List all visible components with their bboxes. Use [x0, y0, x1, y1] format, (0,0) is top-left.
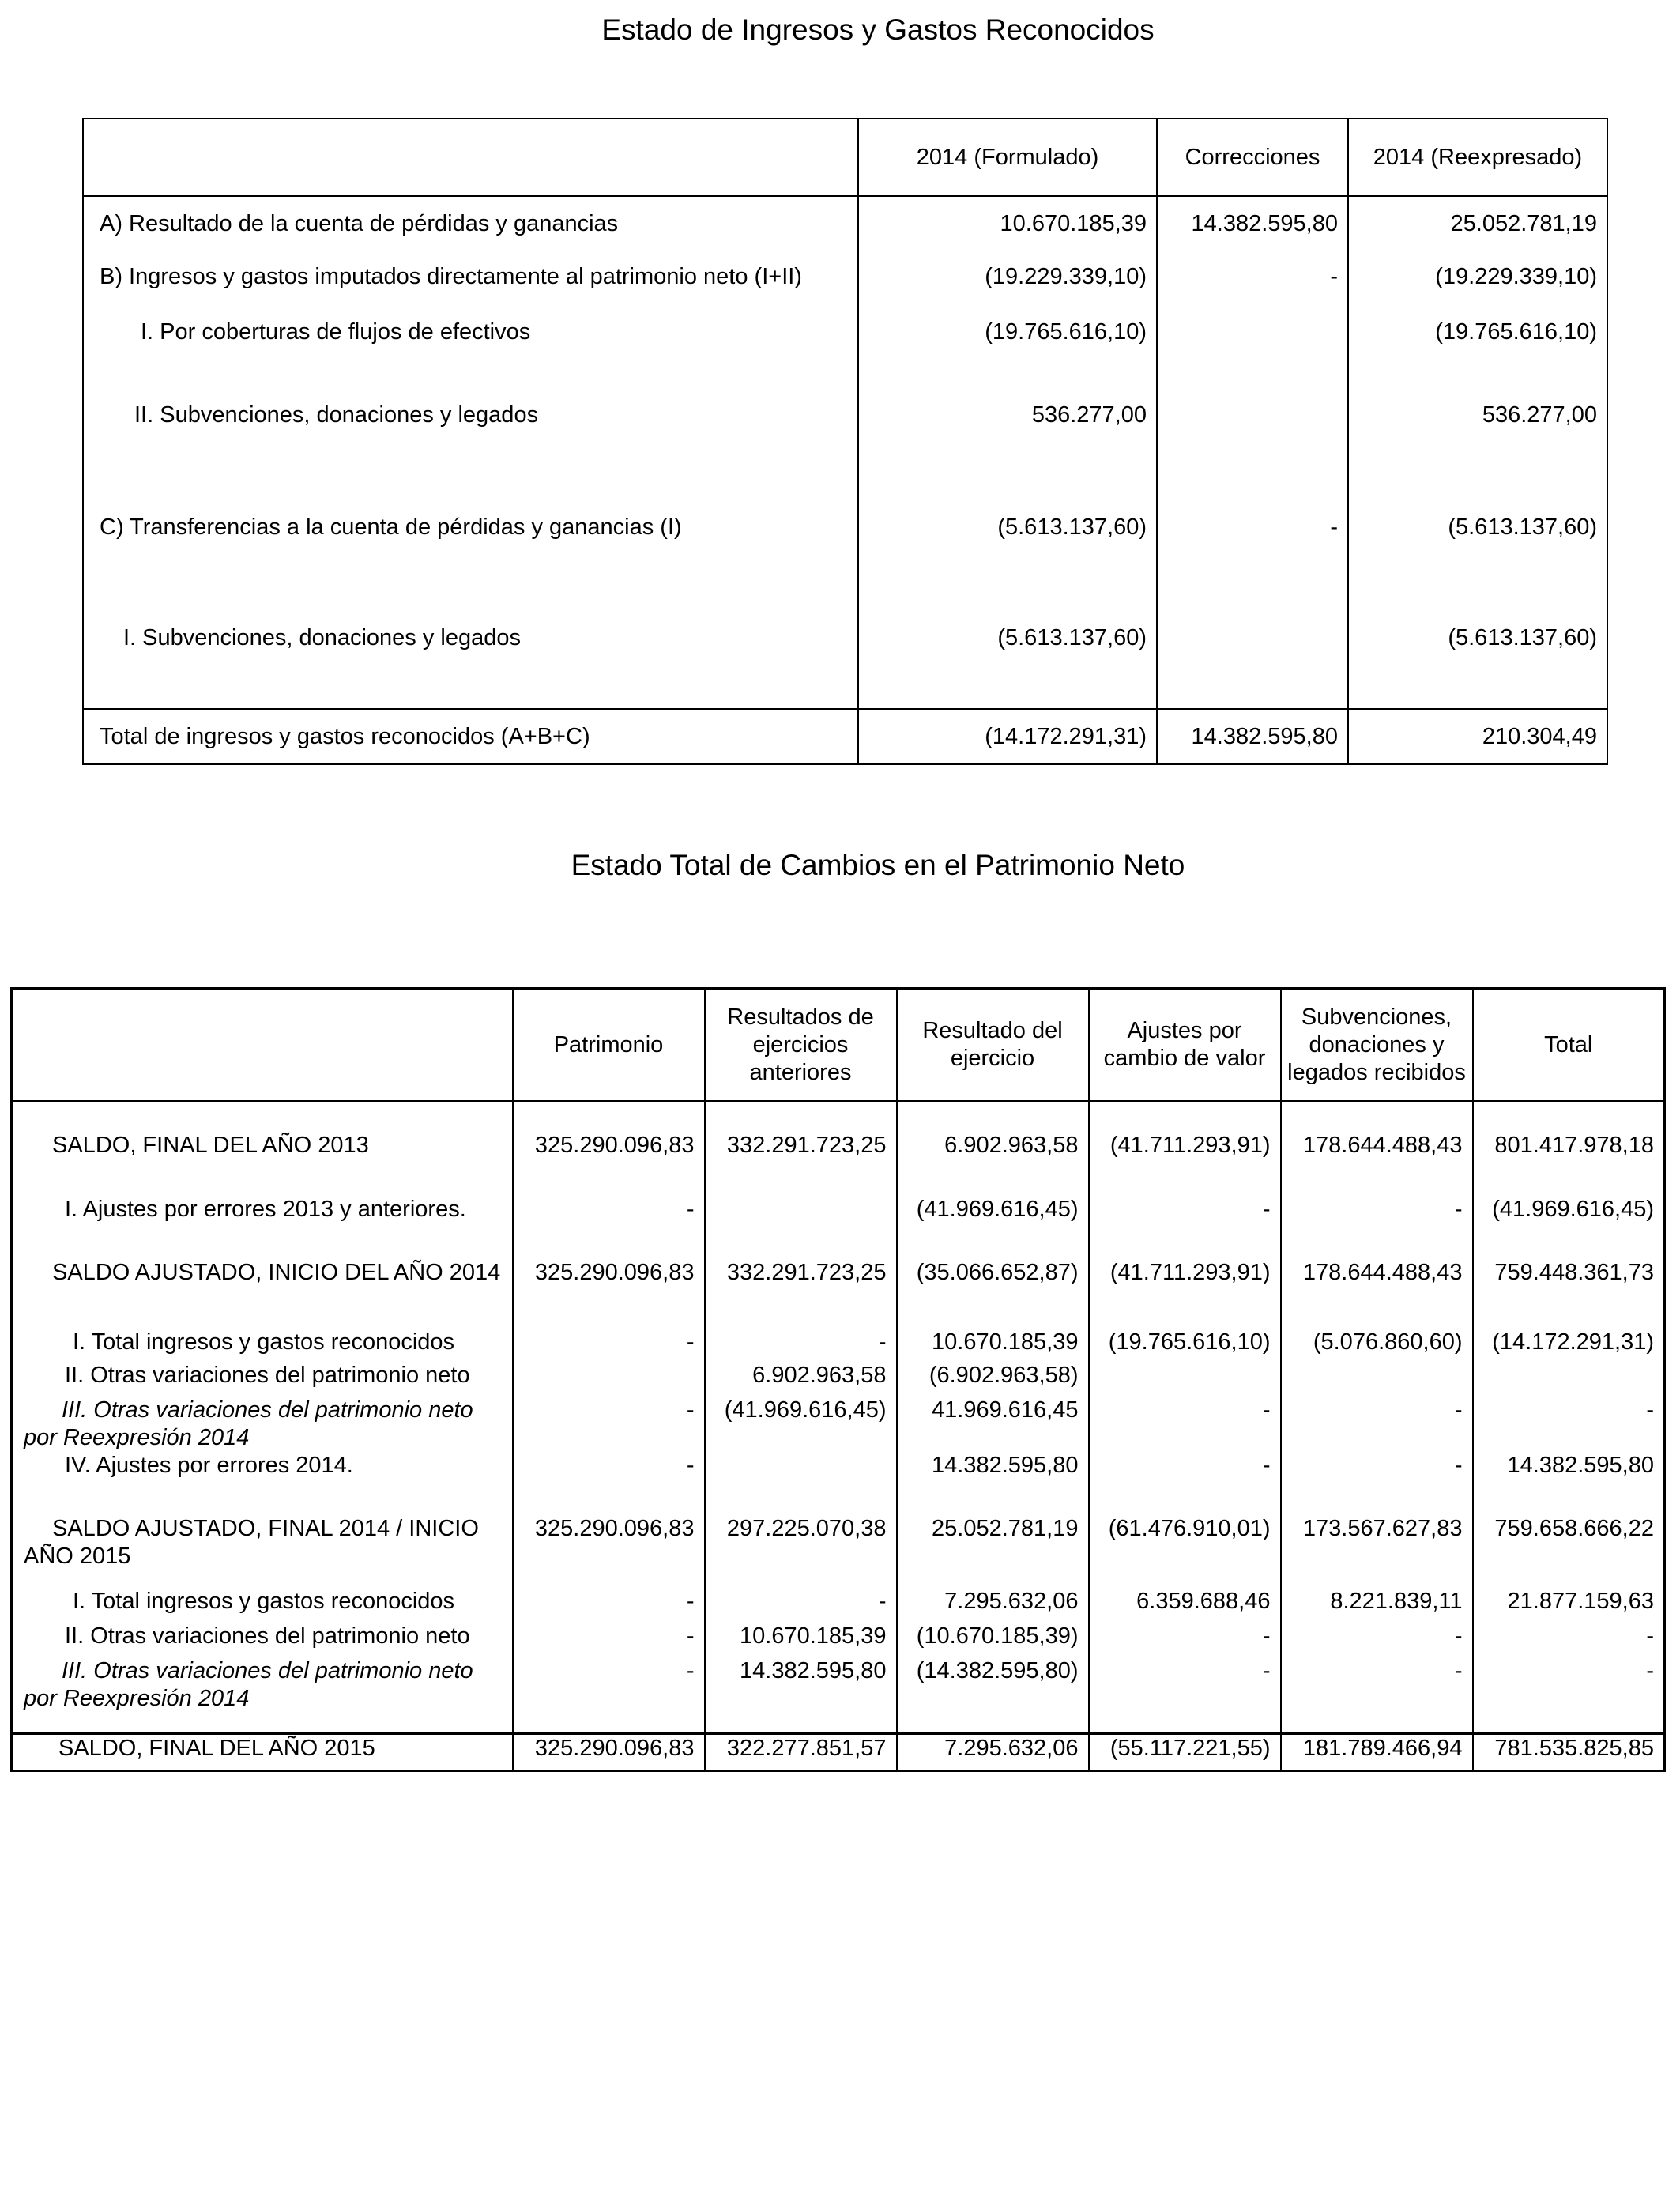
table-cambios-patrimonio [10, 987, 1666, 1772]
cell-value: - [705, 1588, 897, 1623]
cell-value: - [1089, 1164, 1281, 1227]
table-ingresos-gastos [82, 118, 1608, 765]
cell-value: 297.225.070,38 [705, 1501, 897, 1588]
cell-value: - [1281, 1657, 1473, 1733]
table-row [12, 1164, 1665, 1227]
table-row [83, 613, 1607, 709]
cell-value: 759.658.666,22 [1473, 1501, 1665, 1588]
cell-value: 322.277.851,57 [705, 1733, 897, 1770]
header-empty [83, 119, 858, 196]
cell-value: 6.359.688,46 [1089, 1588, 1281, 1623]
cell-value: (5.076.860,60) [1281, 1327, 1473, 1362]
header-empty [12, 989, 513, 1102]
cell-value: (10.670.185,39) [897, 1623, 1089, 1657]
table-row [12, 1657, 1665, 1733]
row-label: I. Ajustes por errores 2013 y anteriores. [12, 1164, 513, 1227]
table-row [12, 1452, 1665, 1501]
cell-value: (41.711.293,91) [1089, 1101, 1281, 1164]
table-row [83, 251, 1607, 307]
cell-value: - [1473, 1397, 1665, 1452]
table-row [12, 1101, 1665, 1164]
total-label: Total de ingresos y gastos reconocidos (A+B+C) [83, 709, 858, 764]
cell-value: 536.277,00 [1348, 390, 1607, 502]
cell-value: 7.295.632,06 [897, 1733, 1089, 1770]
table-row [12, 1327, 1665, 1362]
row-label: SALDO AJUSTADO, INICIO DEL AÑO 2014 [12, 1227, 513, 1327]
cell-value [1281, 1362, 1473, 1397]
cell-value: 332.291.723,25 [705, 1227, 897, 1327]
cell-value: 178.644.488,43 [1281, 1227, 1473, 1327]
cell-value: - [1281, 1623, 1473, 1657]
cell-value: (14.382.595,80) [897, 1657, 1089, 1733]
cell-value [1089, 1362, 1281, 1397]
cell-value [1157, 307, 1348, 390]
cell-value: (14.172.291,31) [1473, 1327, 1665, 1362]
cell-value: - [1473, 1657, 1665, 1733]
row-label: I. Total ingresos y gastos reconocidos [12, 1588, 513, 1623]
cell-value: 41.969.616,45 [897, 1397, 1089, 1452]
row-label: IV. Ajustes por errores 2014. [12, 1452, 513, 1501]
row-label: III. Otras variaciones del patrimonio neto por Reexpresión 2014 [12, 1657, 513, 1733]
cell-value: - [513, 1452, 705, 1501]
cell-value: 25.052.781,19 [1348, 196, 1607, 251]
row-label: III. Otras variaciones del patrimonio neto por Reexpresión 2014 [12, 1397, 513, 1452]
row-label: SALDO AJUSTADO, FINAL 2014 / INICIO AÑO 2015 [12, 1501, 513, 1588]
row-label: I. Por coberturas de flujos de efectivos [83, 307, 858, 390]
total-row [83, 709, 1607, 764]
cell-value: 25.052.781,19 [897, 1501, 1089, 1588]
cell-value: 325.290.096,83 [513, 1227, 705, 1327]
cell-value: 7.295.632,06 [897, 1588, 1089, 1623]
cell-value: - [513, 1588, 705, 1623]
cell-value: - [513, 1623, 705, 1657]
cell-value [705, 1164, 897, 1227]
cell-value: - [513, 1164, 705, 1227]
cell-value: - [1157, 251, 1348, 307]
cell-value: 8.221.839,11 [1281, 1588, 1473, 1623]
table-row [12, 1623, 1665, 1657]
table-row [12, 1501, 1665, 1588]
row-label: C) Transferencias a la cuenta de pérdidas y ganancias (I) [83, 502, 858, 613]
cell-value: (5.613.137,60) [858, 502, 1157, 613]
cell-value: (19.229.339,10) [858, 251, 1157, 307]
table-row [83, 390, 1607, 502]
cell-value: (41.969.616,45) [897, 1164, 1089, 1227]
cell-value: - [513, 1397, 705, 1452]
table-row [12, 1227, 1665, 1327]
row-label: I. Subvenciones, donaciones y legados [83, 613, 858, 709]
header-subvenciones: Subvenciones, donaciones y legados recibidos [1281, 989, 1473, 1102]
row-label: II. Otras variaciones del patrimonio neto [12, 1362, 513, 1397]
header-correcciones: Correcciones [1157, 119, 1348, 196]
header-reexpresado: 2014 (Reexpresado) [1348, 119, 1607, 196]
cell-value [513, 1362, 705, 1397]
row-label: II. Subvenciones, donaciones y legados [83, 390, 858, 502]
cell-value: 781.535.825,85 [1473, 1733, 1665, 1770]
cell-value: (55.117.221,55) [1089, 1733, 1281, 1770]
title-ingresos-gastos: Estado de Ingresos y Gastos Reconocidos [601, 13, 1155, 46]
cell-value: - [1089, 1397, 1281, 1452]
cell-value: 536.277,00 [858, 390, 1157, 502]
cell-value: - [1157, 502, 1348, 613]
cell-value: 325.290.096,83 [513, 1101, 705, 1164]
total-value: 14.382.595,80 [1157, 709, 1348, 764]
cell-value: - [705, 1327, 897, 1362]
cell-value: 759.448.361,73 [1473, 1227, 1665, 1327]
cell-value: 325.290.096,83 [513, 1501, 705, 1588]
cell-value: 178.644.488,43 [1281, 1101, 1473, 1164]
cell-value: - [1089, 1623, 1281, 1657]
row-label: I. Total ingresos y gastos reconocidos [12, 1327, 513, 1362]
header-resultados-anteriores: Resultados de ejercicios anteriores [705, 989, 897, 1102]
cell-value: 10.670.185,39 [897, 1327, 1089, 1362]
header-formulado: 2014 (Formulado) [858, 119, 1157, 196]
row-label: SALDO, FINAL DEL AÑO 2013 [12, 1101, 513, 1164]
cell-value: (41.969.616,45) [705, 1397, 897, 1452]
cell-value: 6.902.963,58 [705, 1362, 897, 1397]
cell-value: - [1089, 1657, 1281, 1733]
cell-value: 10.670.185,39 [705, 1623, 897, 1657]
table-row [12, 1362, 1665, 1397]
cell-value: (41.969.616,45) [1473, 1164, 1665, 1227]
cell-value: (19.765.616,10) [1348, 307, 1607, 390]
cell-value: 332.291.723,25 [705, 1101, 897, 1164]
cell-value: (5.613.137,60) [1348, 613, 1607, 709]
table-row [12, 1397, 1665, 1452]
cell-value: 801.417.978,18 [1473, 1101, 1665, 1164]
cell-value: 6.902.963,58 [897, 1101, 1089, 1164]
cell-value: (19.765.616,10) [1089, 1327, 1281, 1362]
cell-value: - [1089, 1452, 1281, 1501]
title-cambios-patrimonio: Estado Total de Cambios en el Patrimonio Neto [571, 849, 1185, 881]
cell-value: 10.670.185,39 [858, 196, 1157, 251]
cell-value: 14.382.595,80 [705, 1657, 897, 1733]
table-row [83, 196, 1607, 251]
final-balance-row [12, 1733, 1665, 1770]
header-ajustes: Ajustes por cambio de valor [1089, 989, 1281, 1102]
cell-value: 14.382.595,80 [1157, 196, 1348, 251]
row-label: A) Resultado de la cuenta de pérdidas y ganancias [83, 196, 858, 251]
table-row [12, 1588, 1665, 1623]
cell-value: - [1281, 1397, 1473, 1452]
cell-value [1157, 390, 1348, 502]
cell-value: (6.902.963,58) [897, 1362, 1089, 1397]
cell-value: 325.290.096,83 [513, 1733, 705, 1770]
cell-value: (19.765.616,10) [858, 307, 1157, 390]
cell-value: - [513, 1327, 705, 1362]
cell-value: (5.613.137,60) [1348, 502, 1607, 613]
cell-value: (5.613.137,60) [858, 613, 1157, 709]
cell-value: - [1473, 1623, 1665, 1657]
cell-value: (61.476.910,01) [1089, 1501, 1281, 1588]
total-value: 210.304,49 [1348, 709, 1607, 764]
cell-value: - [513, 1657, 705, 1733]
cell-value: 173.567.627,83 [1281, 1501, 1473, 1588]
cell-value [705, 1452, 897, 1501]
total-value: (14.172.291,31) [858, 709, 1157, 764]
cell-value: (41.711.293,91) [1089, 1227, 1281, 1327]
table-header-row [83, 119, 1607, 196]
table-row [83, 307, 1607, 390]
cell-value: (35.066.652,87) [897, 1227, 1089, 1327]
cell-value: 181.789.466,94 [1281, 1733, 1473, 1770]
cell-value: 21.877.159,63 [1473, 1588, 1665, 1623]
cell-value [1473, 1362, 1665, 1397]
cell-value: - [1281, 1452, 1473, 1501]
row-label: B) Ingresos y gastos imputados directamente al patrimonio neto (I+II) [83, 251, 858, 307]
row-label: II. Otras variaciones del patrimonio neto [12, 1623, 513, 1657]
table-header-row [12, 989, 1665, 1102]
header-resultado-ejercicio: Resultado del ejercicio [897, 989, 1089, 1102]
cell-value [1157, 613, 1348, 709]
cell-value: - [1281, 1164, 1473, 1227]
row-label: SALDO, FINAL DEL AÑO 2015 [12, 1733, 513, 1770]
cell-value: (19.229.339,10) [1348, 251, 1607, 307]
header-total: Total [1473, 989, 1665, 1102]
cell-value: 14.382.595,80 [1473, 1452, 1665, 1501]
header-patrimonio: Patrimonio [513, 989, 705, 1102]
cell-value: 14.382.595,80 [897, 1452, 1089, 1501]
table-row [83, 502, 1607, 613]
